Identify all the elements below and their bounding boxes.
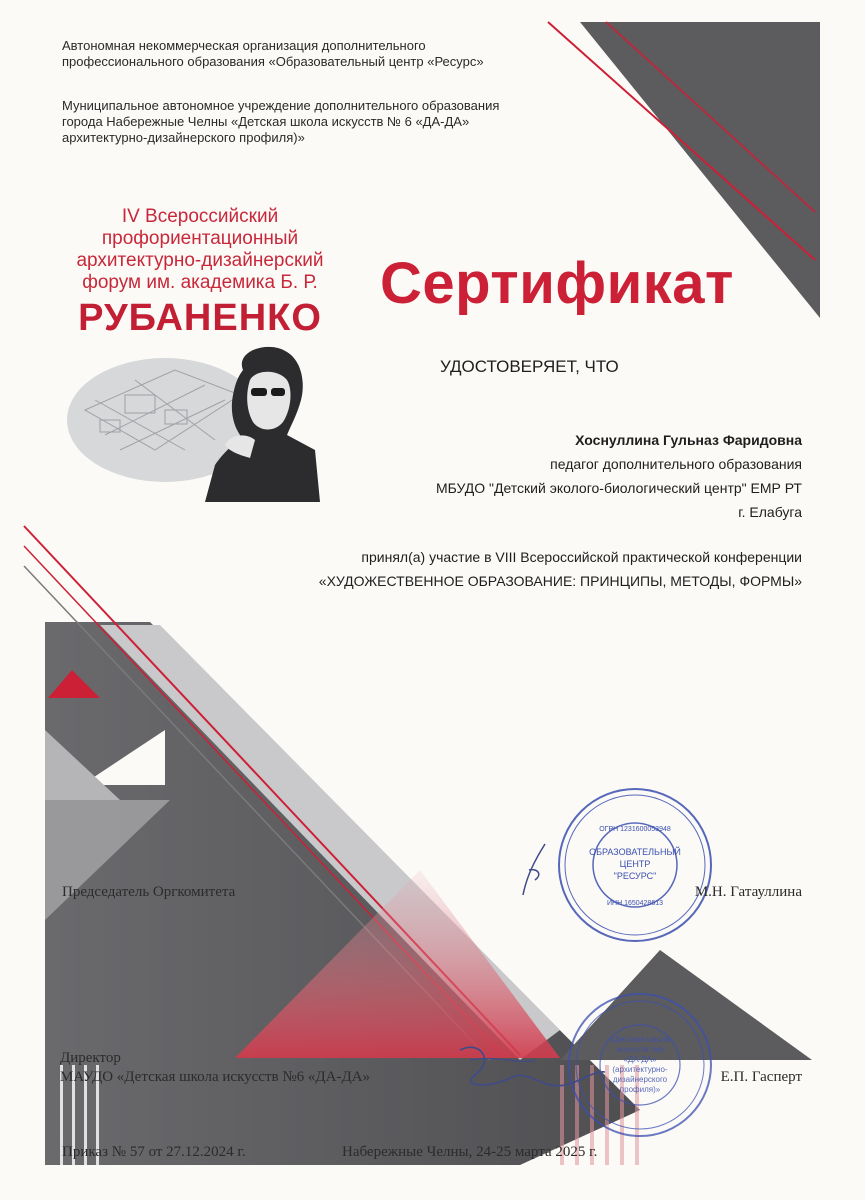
stamp2-line-4: (архитектурно-: [612, 1065, 668, 1074]
stamp1-inn: ИНН 1650428613: [606, 900, 664, 907]
stamp2-line-2: искусств №6: [616, 1045, 664, 1054]
director-org: МАУДО «Детская школа искусств №6 «ДА-ДА»: [60, 1069, 371, 1085]
participation-text: принял(а) участие в VIII Всероссийской практической конференции: [361, 549, 802, 565]
forum-title-line-3: архитектурно-дизайнерский: [76, 250, 324, 271]
stamp1-center-line-2: ЦЕНТР: [619, 859, 651, 869]
organizer-2-line-1: Муниципальное автономное учреждение дополнительного образования: [62, 98, 500, 113]
recipient-institution: МБУДО "Детский эколого-биологический центр" ЕМР РТ: [435, 480, 802, 496]
forum-name: РУБАНЕНКО: [78, 297, 322, 339]
director-name: Е.П. Гасперт: [720, 1069, 802, 1085]
place-and-date: Набережные Челны, 24-25 марта 2025 г.: [342, 1144, 598, 1160]
stamp1-center-line-3: "РЕСУРС": [613, 871, 657, 881]
chair-signature: [515, 840, 555, 900]
stamp1-ogrn: ОГРН 1231600053948: [599, 826, 671, 833]
director-signature: [440, 1030, 610, 1110]
recipient-name: Хоснуллина Гульназ Фаридовна: [575, 432, 802, 448]
forum-title-line-1: IV Всероссийский: [121, 206, 279, 227]
stamp2-line-5: дизайнерского: [612, 1075, 668, 1084]
organizer-2-line-2: города Набережные Челны «Детская школа искусств № 6 «ДА-ДА»: [62, 114, 470, 129]
order-reference: Приказ № 57 от 27.12.2024 г.: [62, 1144, 246, 1160]
portrait-illustration: [65, 340, 330, 502]
recipient-position: педагог дополнительного образования: [550, 456, 802, 472]
recipient-city: г. Елабуга: [738, 504, 802, 520]
certifies-text: УДОСТОВЕРЯЕТ, ЧТО: [440, 357, 619, 376]
stamp1-center-line-1: ОБРАЗОВАТЕЛЬНЫЙ: [589, 847, 681, 857]
forum-title-line-2: профориентационный: [101, 228, 299, 249]
forum-title-line-4: форум им. академика Б. Р.: [82, 272, 318, 293]
forum-title: [55, 206, 345, 294]
certificate-title: Сертификат: [380, 251, 734, 316]
organizer-1-line-1: Автономная некоммерческая организация дополнительного: [62, 38, 426, 53]
chair-label: Председатель Оргкомитета: [62, 884, 236, 900]
stamp2-line-1: «Детская школа: [610, 1035, 670, 1044]
participation-block: [319, 545, 802, 593]
organizer-1-line-2: профессионального образования «Образовательный центр «Ресурс»: [62, 54, 484, 69]
stamp2-line-6: профиля)»: [619, 1085, 661, 1094]
stamp-resource-center: [555, 785, 715, 945]
recipient-block: [436, 428, 802, 524]
conference-name: «ХУДОЖЕСТВЕННОЕ ОБРАЗОВАНИЕ: ПРИНЦИПЫ, МЕТОДЫ, ФОРМЫ»: [318, 573, 802, 589]
organizer-2-line-3: архитектурно-дизайнерского профиля)»: [62, 130, 305, 145]
stamp2-line-3: «ДА-ДА»: [623, 1055, 657, 1064]
director-label: Директор: [60, 1050, 121, 1066]
chair-name: М.Н. Гатауллина: [694, 884, 802, 900]
